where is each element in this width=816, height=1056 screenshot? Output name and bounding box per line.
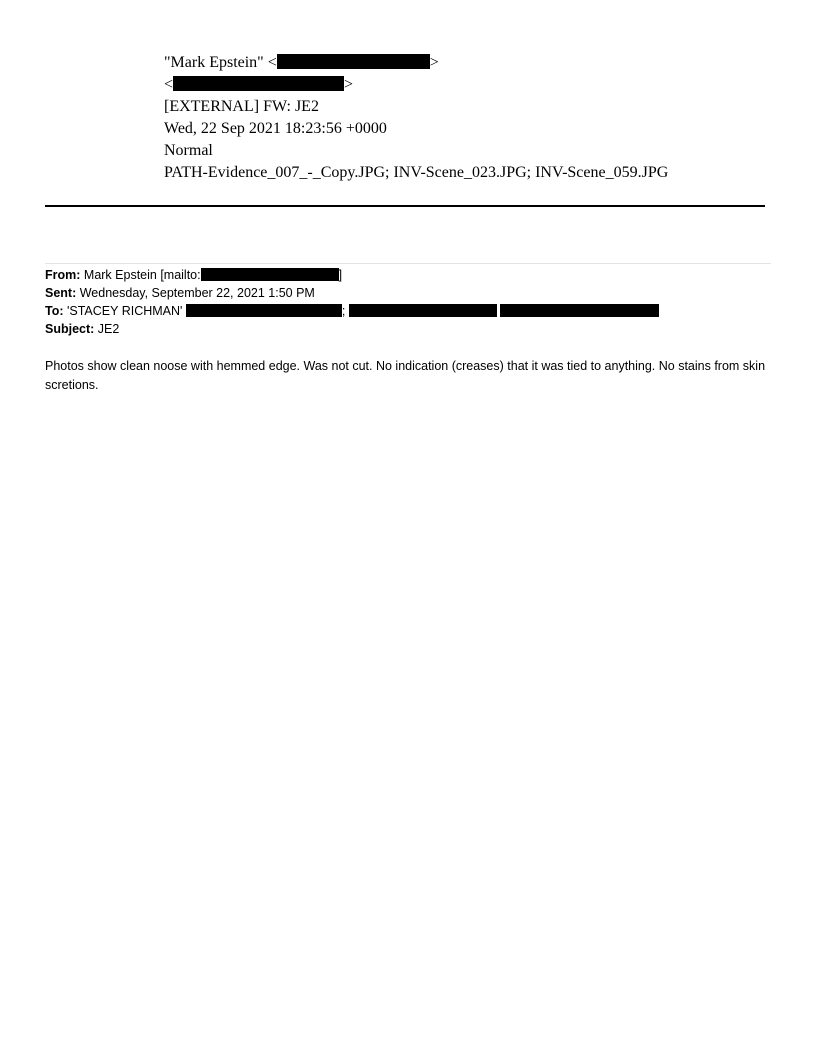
forwarded-sent-value: Wednesday, September 22, 2021 1:50 PM <box>79 286 315 300</box>
header-divider <box>45 205 765 207</box>
forwarded-from-row <box>45 266 775 284</box>
forwarded-to-row <box>45 302 775 320</box>
redaction-block <box>349 304 497 317</box>
header-to-bracket-close: > <box>344 76 354 93</box>
forwarded-subject-value: JE2 <box>97 322 120 336</box>
header-attachments-value: PATH-Evidence_007_-_Copy.JPG; INV-Scene_023.JPG; INV-Scene_059.JPG <box>164 164 669 181</box>
redaction-block <box>173 76 344 91</box>
message-body: Photos show clean noose with hemmed edge. Was not cut. No indication (creases) that it was tied to anything. No stains from skin scretions. <box>45 359 766 392</box>
redaction-block <box>186 304 342 317</box>
forwarded-divider <box>45 263 771 264</box>
header-to-bracket-open: < <box>164 76 174 93</box>
redaction-block <box>201 268 339 281</box>
forwarded-subject-label: Subject: <box>45 322 95 336</box>
forwarded-from-bracket: ] <box>338 268 343 282</box>
forwarded-to-value: 'STACEY RICHMAN' <box>67 304 183 318</box>
forwarded-from-value: Mark Epstein [mailto: <box>83 268 201 282</box>
header-from-bracket: > <box>429 54 439 71</box>
forwarded-from-label: From: <box>45 268 81 282</box>
forwarded-to-label: To: <box>45 304 64 318</box>
forwarded-to-separator: ; <box>341 304 346 318</box>
forwarded-subject-row <box>45 320 775 338</box>
forwarded-sent-label: Sent: <box>45 286 77 300</box>
header-from-value <box>164 52 439 74</box>
header-to-value <box>164 74 353 96</box>
forwarded-sent-row <box>45 284 775 302</box>
header-date-value: Wed, 22 Sep 2021 18:23:56 +0000 <box>164 120 387 137</box>
header-importance-value: Normal <box>164 142 213 159</box>
header-subject-value: [EXTERNAL] FW: JE2 <box>164 98 319 115</box>
redaction-block <box>277 54 430 69</box>
redaction-block <box>500 304 659 317</box>
header-from-name: "Mark Epstein" < <box>164 54 277 71</box>
